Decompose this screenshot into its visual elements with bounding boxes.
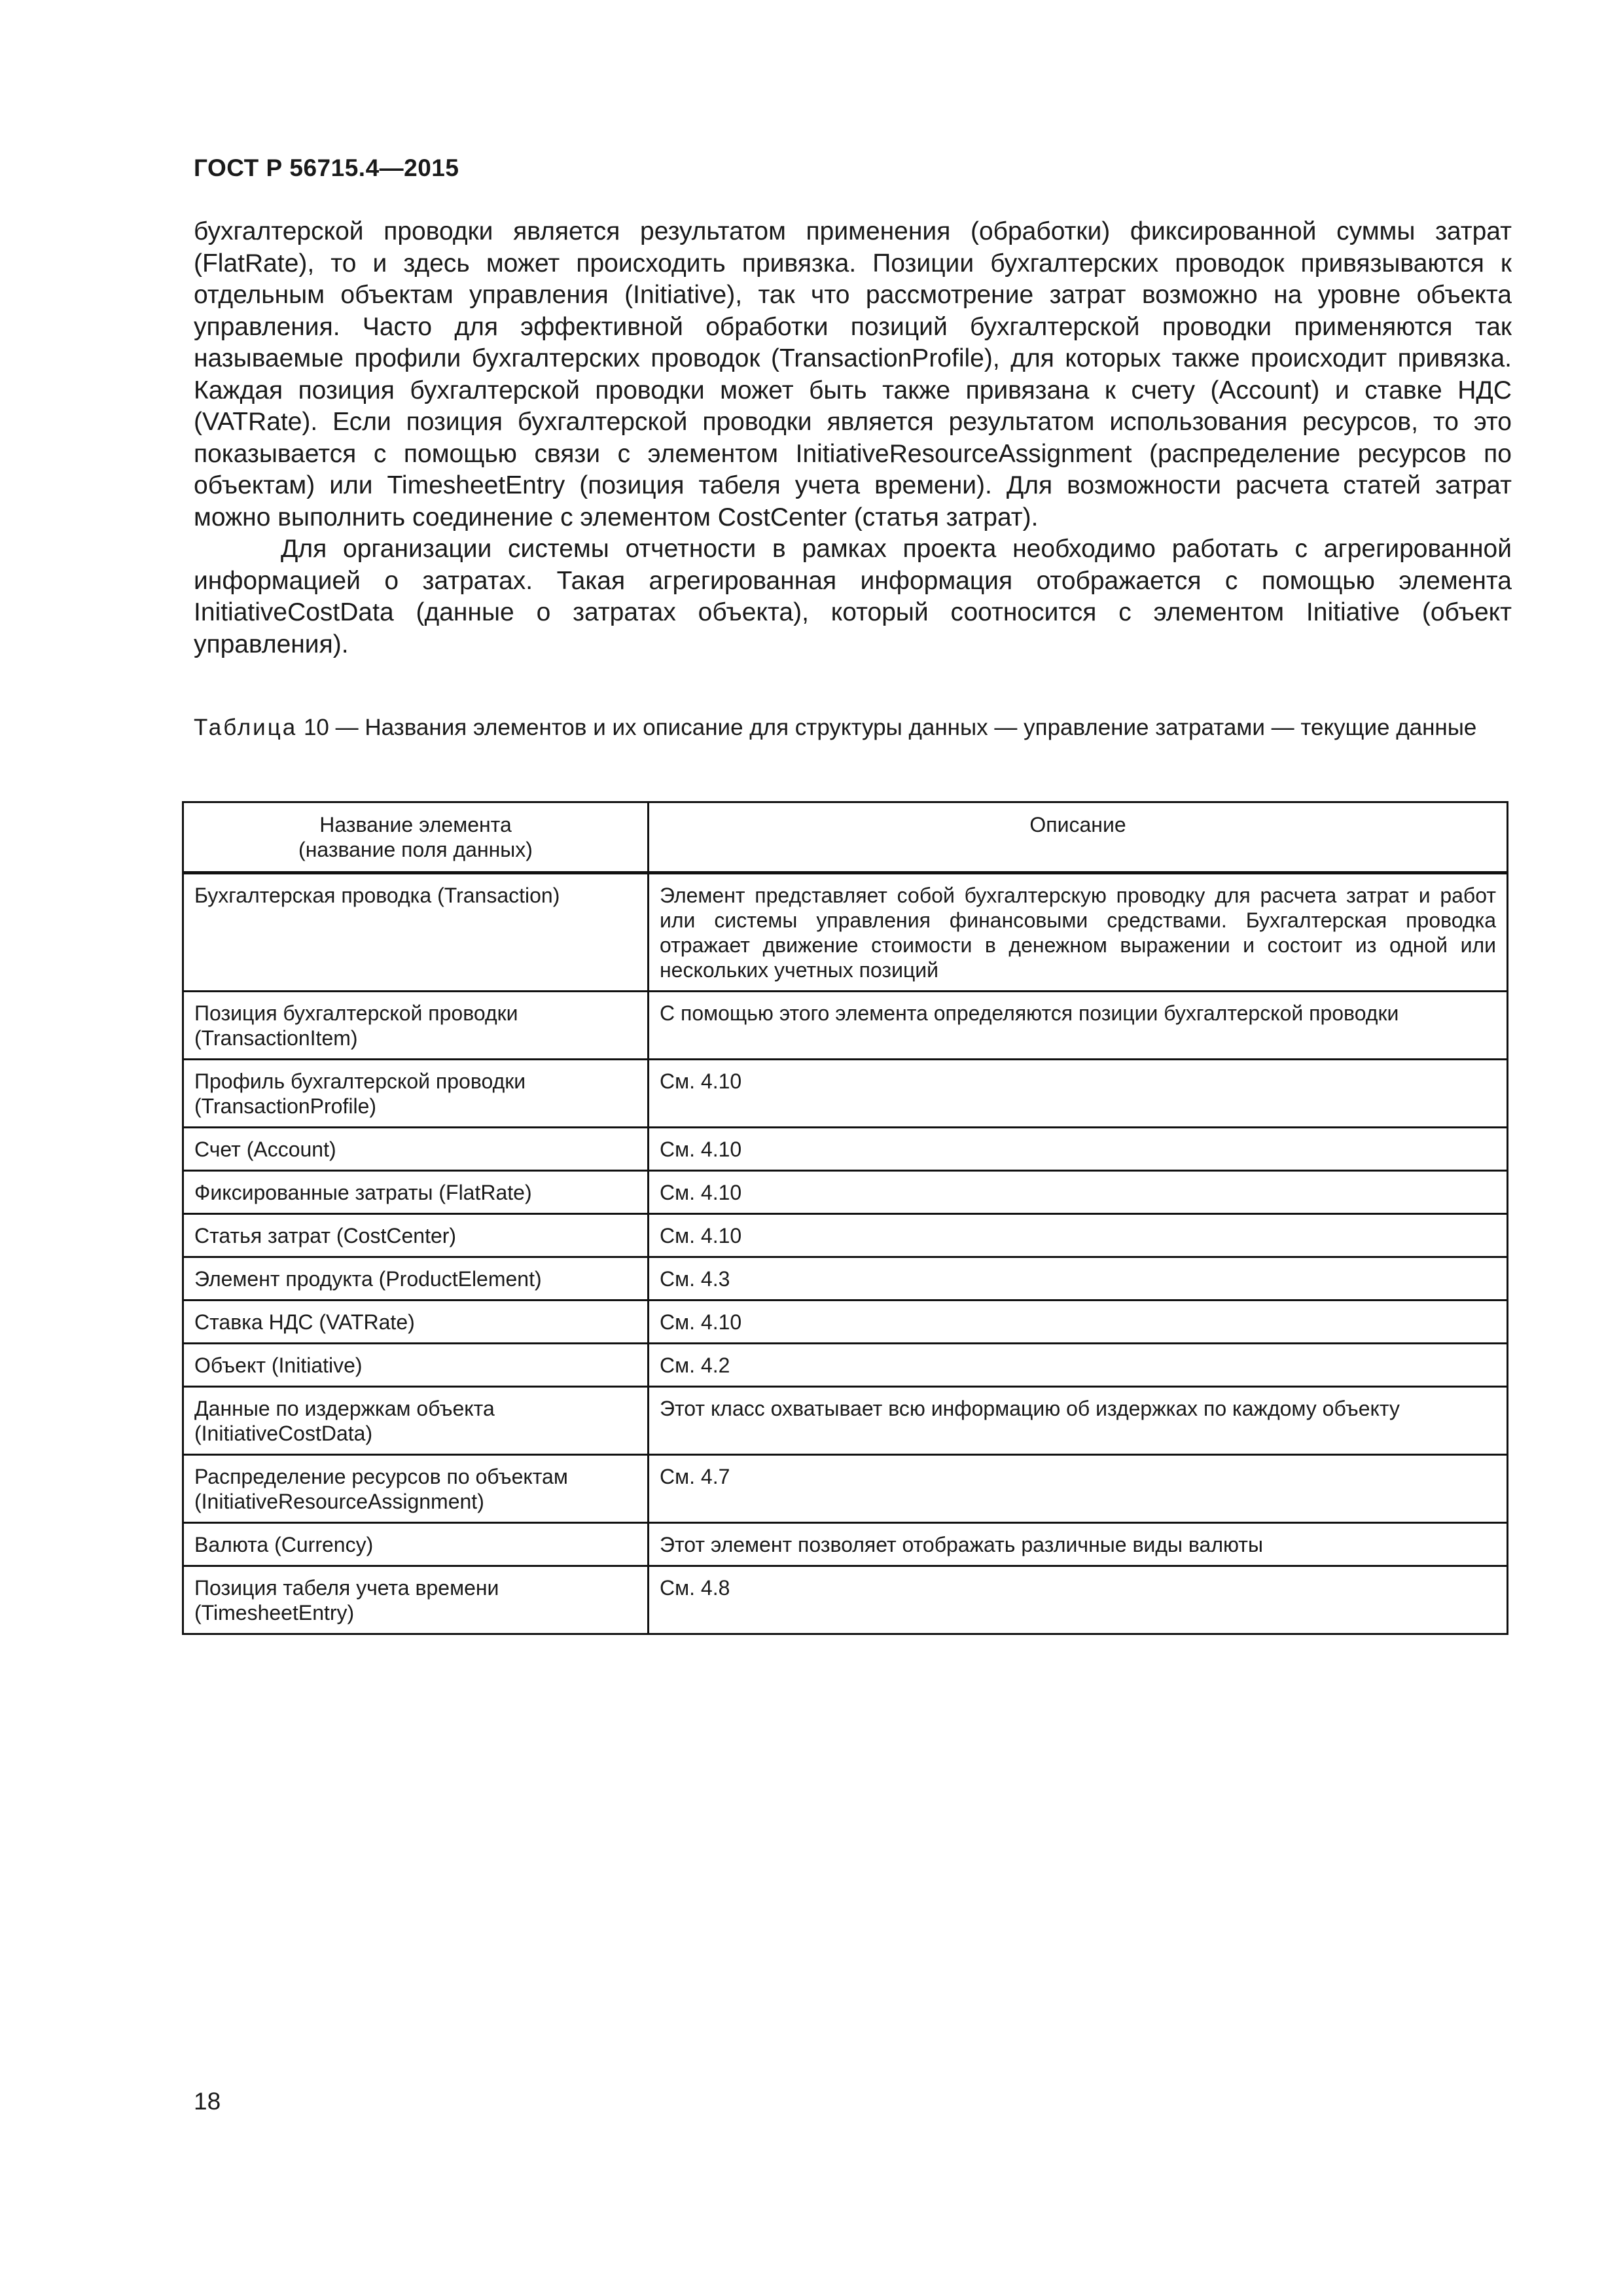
cell-element-description: См. 4.2 <box>649 1344 1508 1387</box>
paragraph-continuation: бухгалтерской проводки является результатом применения (обработки) фиксированной суммы затрат (FlatRate), то и здесь может происходить привязка. Позиции бухгалтерских проводок привязываются к отдельным объектам управления (Initiative), так что рассмотрение затрат возможно на уровне объекта управления. Часто для эффективной обработки позиций бухгалтерской проводки применяются так называемые профили бухгалтерских проводок (TransactionProfile), для которых также происходит привязка. Каждая позиция бухгалтерской проводки может быть также привязана к счету (Account) и ставке НДС (VATRate). Если позиция бухгалтерской проводки является результатом использования ресурсов, то это показывается с помощью связи с элементом InitiativeResourceAssignment (распределение ресурсов по объектам) или TimesheetEntry (позиция табеля учета времени). Для возможности расчета статей затрат можно выполнить соединение с элементом CostCenter (статья затрат). <box>194 217 1512 531</box>
paragraph-reporting: Для организации системы отчетности в рамках проекта необходимо работать с агрегированной информацией о затратах. Такая агрегированная информация отображается с помощью элемента InitiativeCostData (данные о затратах объекта), который соотносится с элементом Initiative (объект управления). <box>194 535 1512 658</box>
cell-element-description: См. 4.10 <box>649 1128 1508 1171</box>
cell-element-name: Распределение ресурсов по объектам (InitiativeResourceAssignment) <box>183 1455 649 1523</box>
cell-element-name: Статья затрат (CostCenter) <box>183 1214 649 1257</box>
cell-element-description: См. 4.8 <box>649 1566 1508 1634</box>
table-header-row <box>183 802 1508 873</box>
table-row <box>183 1128 1508 1171</box>
cell-element-description: См. 4.7 <box>649 1455 1508 1523</box>
cell-element-name: Фиксированные затраты (FlatRate) <box>183 1171 649 1214</box>
column-header-name: Название элемента (название поля данных) <box>183 802 649 873</box>
table-row <box>183 1257 1508 1300</box>
cell-element-description: См. 4.10 <box>649 1060 1508 1128</box>
table-row <box>183 1566 1508 1634</box>
table-row <box>183 1171 1508 1214</box>
table-caption-label: Таблица <box>194 715 298 740</box>
table-row <box>183 873 1508 992</box>
cell-element-description: См. 4.3 <box>649 1257 1508 1300</box>
table-row <box>183 1387 1508 1455</box>
cell-element-name: Профиль бухгалтерской проводки (TransactionProfile) <box>183 1060 649 1128</box>
cell-element-name: Данные по издержкам объекта (InitiativeCostData) <box>183 1387 649 1455</box>
cell-element-name: Валюта (Currency) <box>183 1523 649 1566</box>
cell-element-description: Этот элемент позволяет отображать различные виды валюты <box>649 1523 1508 1566</box>
cell-element-description: См. 4.10 <box>649 1300 1508 1344</box>
cell-element-description: Элемент представляет собой бухгалтерскую проводку для расчета затрат и работ или системы управления финансовыми средствами. Бухгалтерская проводка отражает движение стоимости в денежном выражении и состоит из одной или нескольких учетных позиций <box>649 873 1508 992</box>
table-row <box>183 1060 1508 1128</box>
table-caption-text: 10 — Названия элементов и их описание для структуры данных — управление затратами — текущие данные <box>297 715 1477 740</box>
cell-element-description: См. 4.10 <box>649 1214 1508 1257</box>
cell-element-name: Счет (Account) <box>183 1128 649 1171</box>
cell-element-description: С помощью этого элемента определяются позиции бухгалтерской проводки <box>649 992 1508 1060</box>
body-text <box>194 216 1512 660</box>
table-row <box>183 992 1508 1060</box>
cell-element-description: См. 4.10 <box>649 1171 1508 1214</box>
cell-element-name: Позиция бухгалтерской проводки (TransactionItem) <box>183 992 649 1060</box>
table-row <box>183 1300 1508 1344</box>
cell-element-name: Бухгалтерская проводка (Transaction) <box>183 873 649 992</box>
page-number: 18 <box>194 2088 221 2115</box>
cell-element-name: Ставка НДС (VATRate) <box>183 1300 649 1344</box>
cell-element-name: Объект (Initiative) <box>183 1344 649 1387</box>
elements-table <box>182 801 1508 1635</box>
table-row <box>183 1523 1508 1566</box>
column-header-description: Описание <box>649 802 1508 873</box>
document-header: ГОСТ Р 56715.4—2015 <box>194 154 459 181</box>
table-row <box>183 1344 1508 1387</box>
table-row <box>183 1214 1508 1257</box>
cell-element-description: Этот класс охватывает всю информацию об издержках по каждому объекту <box>649 1387 1508 1455</box>
table-caption <box>194 713 1512 742</box>
cell-element-name: Элемент продукта (ProductElement) <box>183 1257 649 1300</box>
table-row <box>183 1455 1508 1523</box>
cell-element-name: Позиция табеля учета времени (TimesheetEntry) <box>183 1566 649 1634</box>
